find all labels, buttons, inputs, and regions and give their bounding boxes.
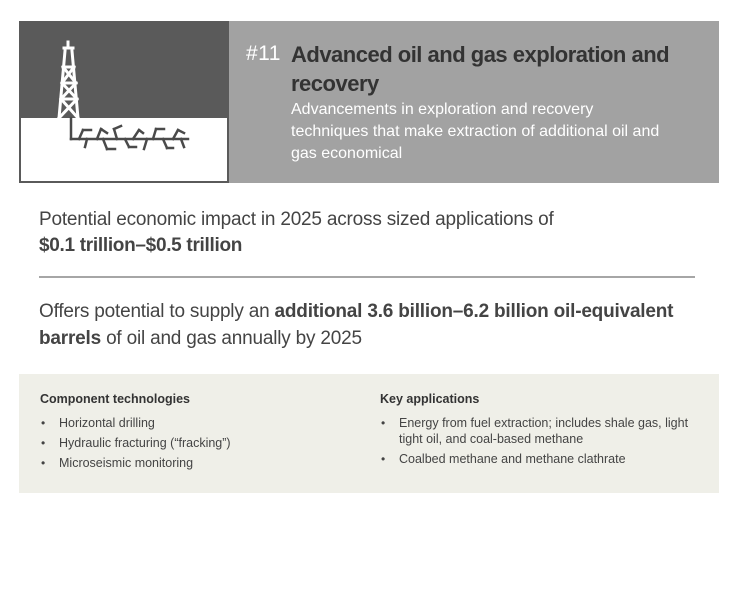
divider [39,276,695,278]
supply-suffix: of oil and gas annually by 2025 [100,328,362,349]
key-applications-list [380,415,690,467]
details-panel [19,374,719,493]
list-item: • Microseismic monitoring [40,455,340,471]
oil-derrick-icon [19,21,229,183]
supply-prefix: Offers potential to supply an [39,301,275,322]
page-subtitle: Advancements in exploration and recovery techniques that make extraction of additional oil and gas economical [291,101,660,162]
impact-value: $0.1 trillion–$0.5 trillion [39,235,243,256]
component-technologies [40,392,340,475]
list-item: • Hydraulic fracturing (“fracking”) [40,435,340,451]
page-title: Advanced oil and gas exploration and recovery [291,42,670,96]
opportunity-number: #11 [246,42,281,65]
supply-emphasis: additional 3.6 billion–6.2 billion oil-equivalent barrels [39,301,674,349]
key-applications [380,392,690,471]
component-technologies-list [40,415,340,471]
supply-statement [39,298,679,352]
key-applications-heading: Key applications [380,392,480,406]
impact-label: Potential economic impact in 2025 across sized applications of [39,209,554,230]
list-item: • Coalbed methane and methane clathrate [380,451,690,467]
component-technologies-heading: Component technologies [40,392,190,406]
list-item: • Horizontal drilling [40,415,340,431]
list-item: • Energy from fuel extraction; includes shale gas, light tight oil, and coal-based methane [380,415,690,447]
